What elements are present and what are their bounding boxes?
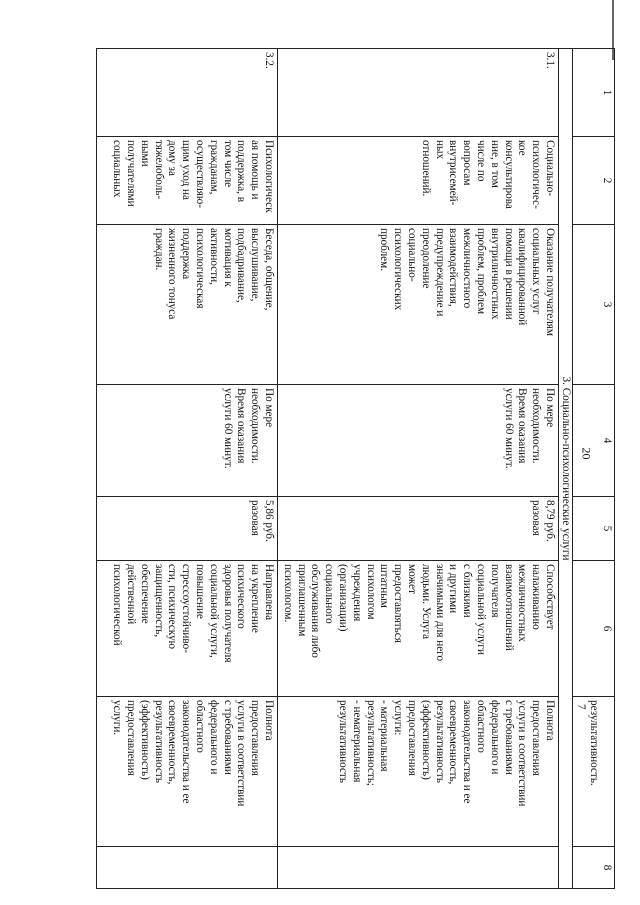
column-8-cell [97,847,278,889]
section-title: 3. Социально-психологические услуги [559,49,573,889]
row-number: 3.1. [278,49,559,137]
continuation-text: результативность. [588,700,600,786]
quality-indicators: Полнота предоставления услуги в соответствии с требованиями федерального и областного законодательства и ее своевременность, результативность (эффективность) предоставления услуги: - материальная результативность; - нематериальная результативность [278,697,559,847]
row-number: 3.2. [97,49,278,137]
service-description: Оказание получателям социальных услуг квалифицированной помощи в решении внутриличностных проблем, проблем межличностного взаимодействия, предупреждение и преодоление социально- психологических проблем. [278,225,559,385]
service-name: Социально- психологичес- кое консультирова ние, в том числе по вопросам внутрисемей- ных отношений. [278,137,559,225]
rotated-table-wrapper [60,48,615,903]
table-row [97,49,278,889]
service-timing: По мере необходимости. Время оказания услуги 60 минут. [97,385,278,497]
header-col-1: 1 [573,49,615,137]
page-number: 20 [579,447,594,460]
column-8-cell [278,847,559,889]
quality-indicators: Полнота предоставления услуги в соответствии с требованиями федерального и областного законодательства и ее своевременность, результативность (эффективность) предоставления услуги. [97,697,278,847]
header-col-8: 8 [573,847,615,889]
service-conditions: Способствует налаживанию межличностных взаимоотношений получателя социальной услуги с близкими и другими значимыми для него людьми. Услуга может предоставляться штатным психологом учреждения (организации) социального обслуживания либо приглашенным психологом. [278,561,559,697]
service-conditions: Направлена на укрепление психического здоровья получателя социальной услуги, повышение стрессоустойчиво- сти, психическую защищенность, обеспечение действенной психологической [97,561,278,697]
header-col-4: 4 [573,385,615,497]
header-col-2: 2 [573,137,615,225]
header-col-6: 6 [573,561,615,697]
service-name: Психологическ ая помощь и поддержка, в том числе гражданам, осуществляю- щим уход на дому за тяжелоболь- ными получателями социальных [97,137,278,225]
services-table [96,48,615,889]
service-description: Беседа, общение, выслушивание, подбадривание, мотивация к активности, психологическая поддержка жизненного тонуса граждан. [97,225,278,385]
header-row [573,49,615,889]
section-row [559,49,573,889]
header-col-7 [573,697,615,847]
table-row [278,49,559,889]
service-timing: По мере необходимости. Время оказания услуги 60 минут. [278,385,559,497]
header-col-5: 5 [573,497,615,561]
service-tariff: 8,79 руб. разовая [278,497,559,561]
header-col-7-number: 7 [575,704,587,710]
header-col-3: 3 [573,225,615,385]
service-tariff: 5,86 руб. разовая [97,497,278,561]
